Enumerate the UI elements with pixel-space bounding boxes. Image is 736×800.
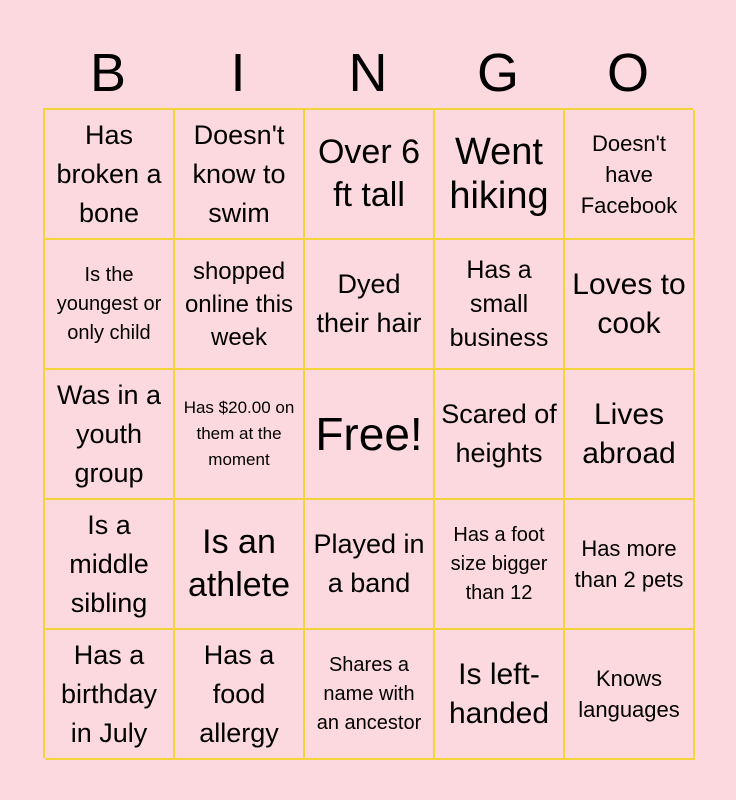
header-letter-i: I: [230, 43, 246, 103]
free-space-text: Free!: [315, 408, 423, 460]
bingo-cell-text: Has broken a bone: [56, 119, 162, 228]
bingo-cell-text: Loves to cook: [572, 268, 686, 340]
bingo-cell-text: Is left-handed: [448, 658, 550, 730]
bingo-cell-r3c2[interactable]: [175, 370, 305, 500]
bingo-cell-r1c5[interactable]: [565, 110, 695, 240]
bingo-board: [43, 108, 693, 758]
bingo-cell-text: Is a middle sibling: [69, 509, 149, 618]
bingo-cell-text: Lives abroad: [582, 398, 676, 470]
bingo-cell-r2c5[interactable]: [565, 240, 695, 370]
bingo-cell-text: Has $20.00 on them at the moment: [183, 398, 295, 469]
bingo-cell-text: Doesn't know to swim: [192, 119, 286, 228]
bingo-cell-text: Has a food allergy: [199, 639, 279, 748]
bingo-cell-r1c3[interactable]: [305, 110, 435, 240]
bingo-cell-r1c2[interactable]: [175, 110, 305, 240]
bingo-cell-text: Has more than 2 pets: [574, 536, 684, 592]
bingo-cell-text: Played in a band: [313, 529, 425, 598]
bingo-cell-r2c3[interactable]: [305, 240, 435, 370]
bingo-cell-text: Scared of heights: [441, 399, 557, 468]
bingo-cell-r2c1[interactable]: [45, 240, 175, 370]
bingo-cell-text: Has a birthday in July: [60, 639, 158, 748]
bingo-cell-text: Knows languages: [578, 666, 680, 722]
bingo-cell-text: Is the youngest or only child: [56, 263, 162, 344]
bingo-cell-r3c1[interactable]: [45, 370, 175, 500]
bingo-cell-text: Has a small business: [449, 256, 549, 352]
bingo-cell-r1c4[interactable]: [435, 110, 565, 240]
bingo-cell-r4c4[interactable]: [435, 500, 565, 630]
bingo-cell-r2c2[interactable]: [175, 240, 305, 370]
bingo-cell-text: Went hiking: [449, 131, 549, 217]
bingo-cell-r5c5[interactable]: [565, 630, 695, 760]
header-letter-g: G: [476, 43, 519, 103]
bingo-cell-r4c3[interactable]: [305, 500, 435, 630]
bingo-cell-r2c4[interactable]: [435, 240, 565, 370]
bingo-cell-r5c1[interactable]: [45, 630, 175, 760]
bingo-header: [43, 38, 693, 108]
header-letter-b: B: [89, 43, 127, 103]
header-letter-n: N: [348, 43, 388, 103]
bingo-cell-text: Over 6 ft tall: [317, 133, 421, 214]
bingo-cell-r4c5[interactable]: [565, 500, 695, 630]
bingo-cell-r5c2[interactable]: [175, 630, 305, 760]
bingo-cell-r5c4[interactable]: [435, 630, 565, 760]
bingo-cell-text: Dyed their hair: [316, 269, 422, 338]
bingo-cell-text: Was in a youth group: [56, 379, 162, 488]
bingo-cell-r5c3[interactable]: [305, 630, 435, 760]
header-letter-o: O: [606, 43, 649, 103]
bingo-cell-text: shopped online this week: [184, 257, 294, 351]
bingo-cell-text: Shares a name with an ancestor: [316, 653, 422, 734]
bingo-cell-r4c1[interactable]: [45, 500, 175, 630]
bingo-cell-r1c1[interactable]: [45, 110, 175, 240]
bingo-cell-r3c4[interactable]: [435, 370, 565, 500]
bingo-cell-r3c5[interactable]: [565, 370, 695, 500]
bingo-cell-text: Is an athlete: [187, 523, 291, 604]
bingo-cell-r3c3[interactable]: [305, 370, 435, 500]
bingo-cell-r4c2[interactable]: [175, 500, 305, 630]
bingo-cell-text: Doesn't have Facebook: [580, 130, 678, 218]
bingo-cell-text: Has a foot size bigger than 12: [450, 523, 548, 604]
